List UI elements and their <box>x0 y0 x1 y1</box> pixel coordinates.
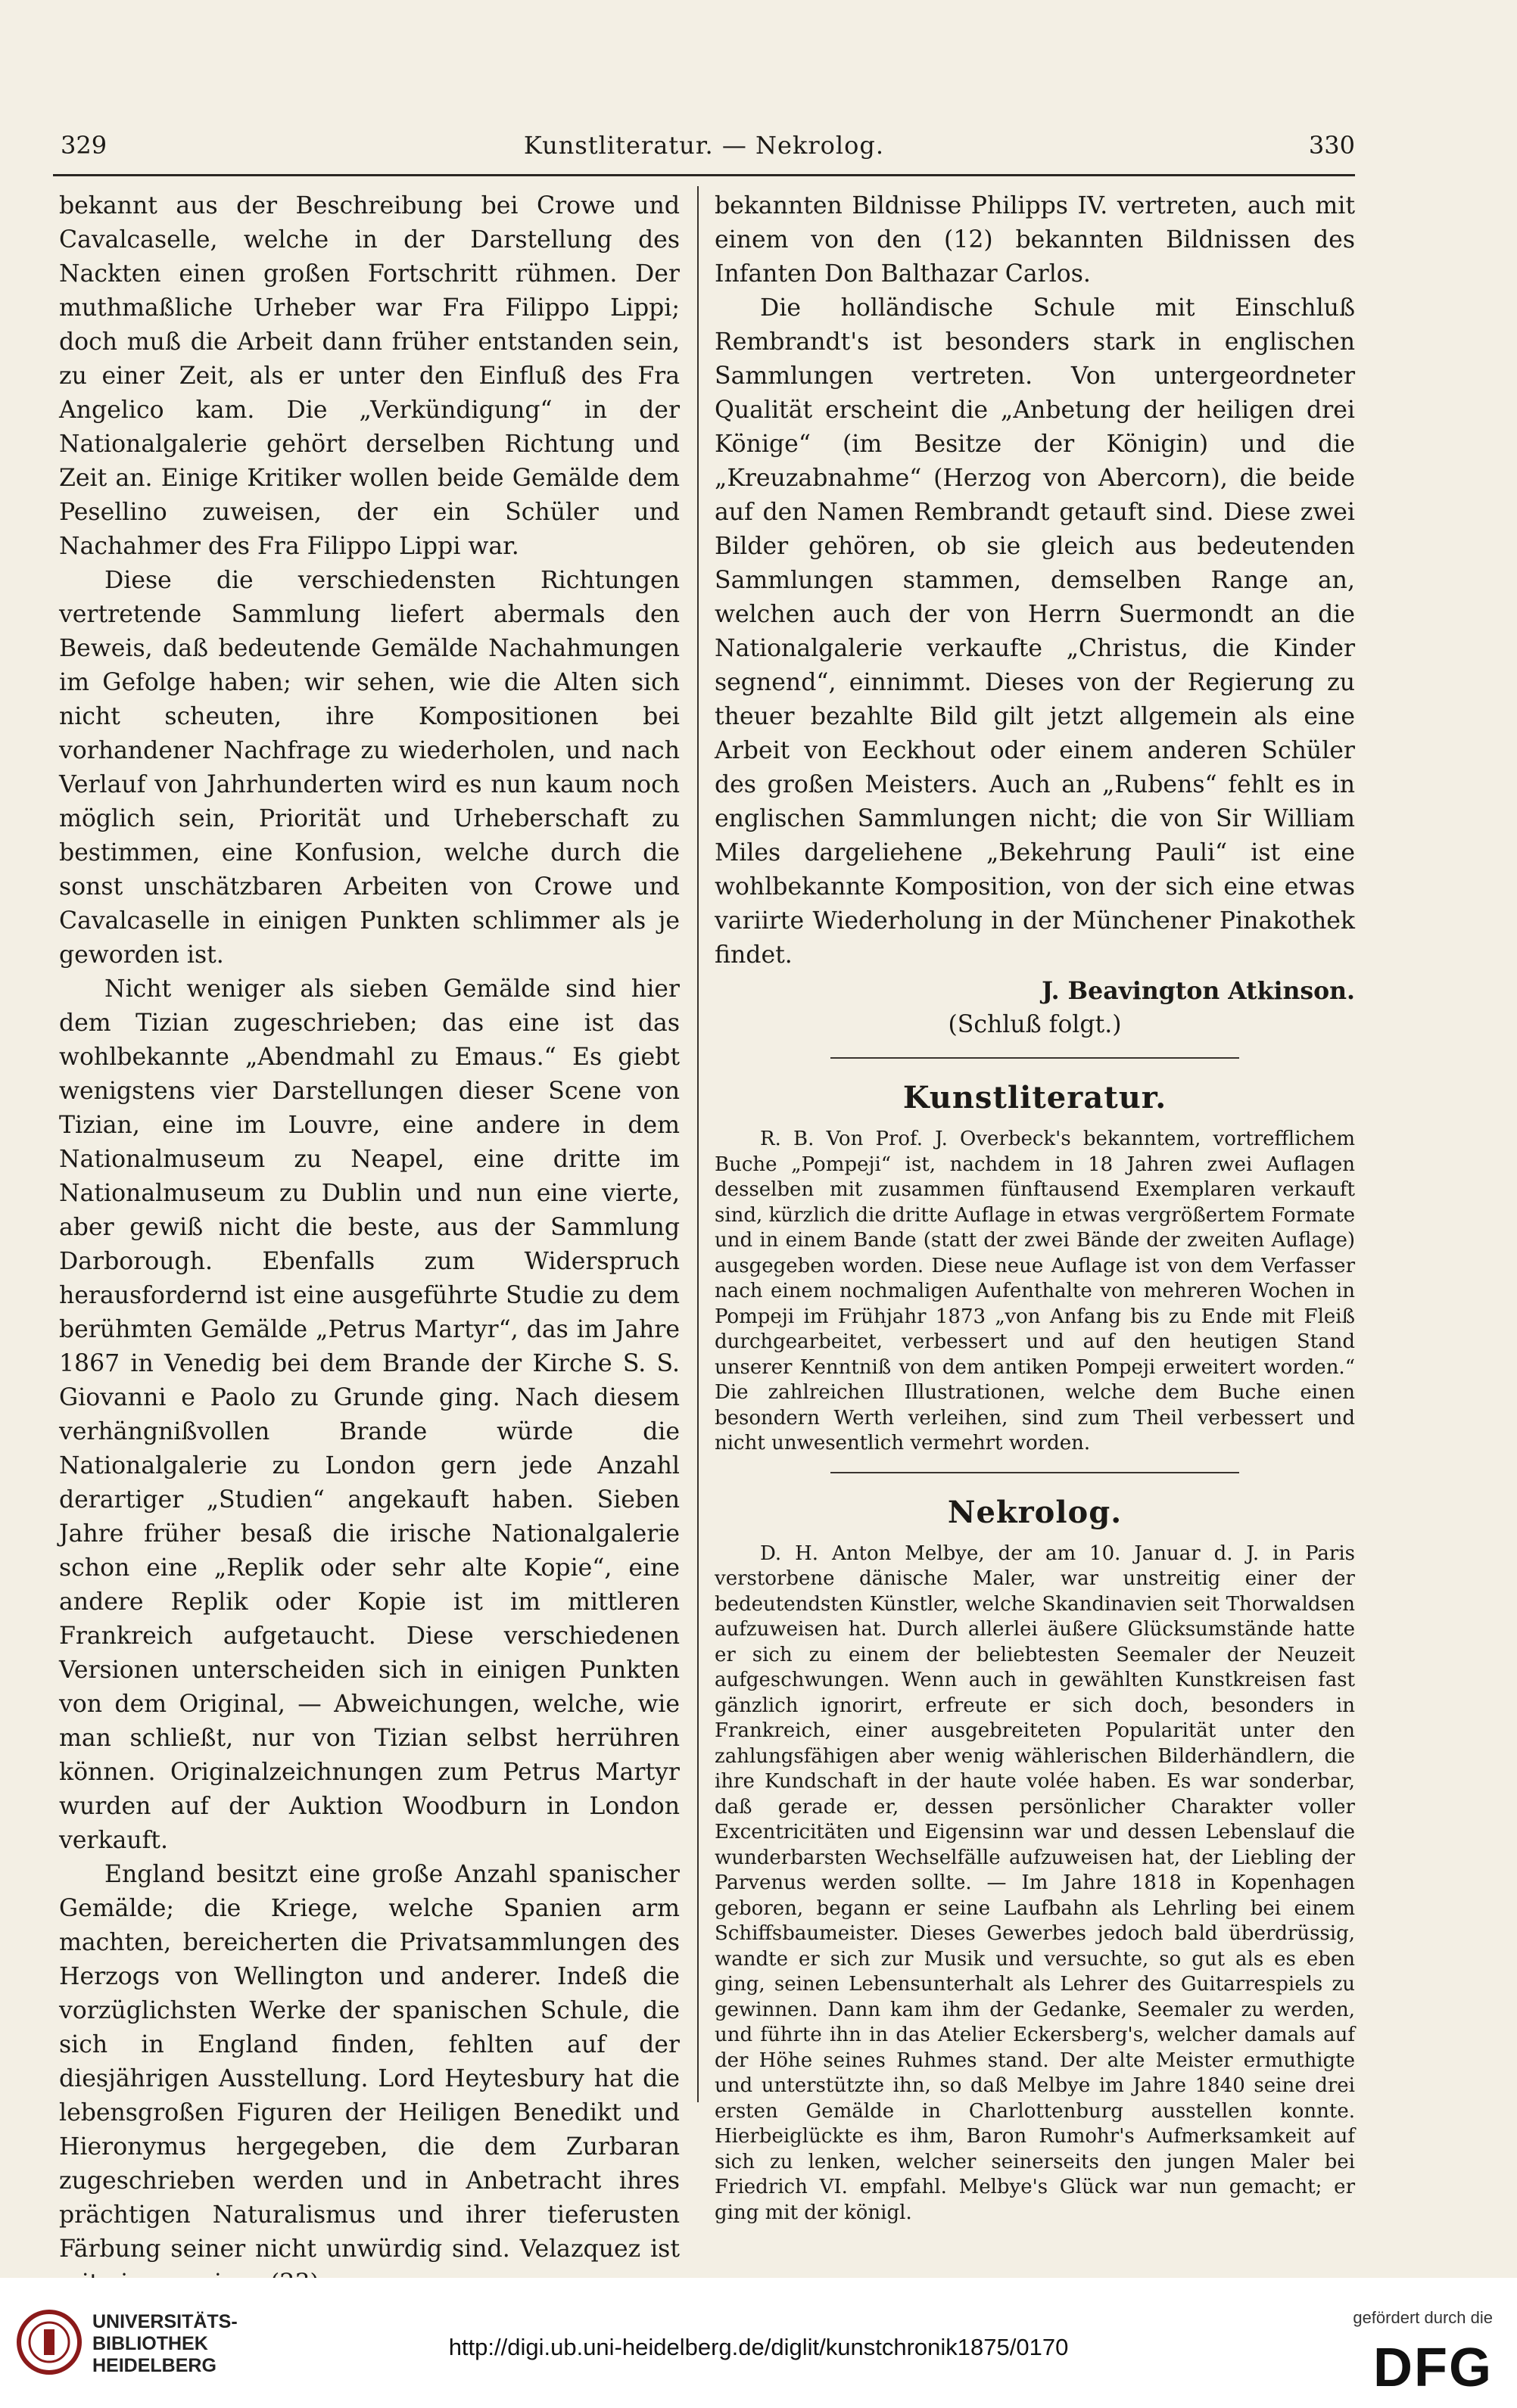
source-url-link[interactable]: http://digi.ub.uni-heidelberg.de/diglit/kunstchronik1875/0170 <box>448 2334 1069 2360</box>
page-number-left: 329 <box>61 131 107 160</box>
section-rule <box>830 1057 1239 1059</box>
header-rule <box>53 174 1355 176</box>
column-divider <box>697 186 699 2102</box>
dfg-logo: DFG <box>1373 2338 1493 2398</box>
page-header <box>53 125 1355 170</box>
section-title-nekrolog: Nekrolog. <box>947 1494 1123 1530</box>
nekrolog-text: D. H. Anton Melbye, der am 10. Januar d. J. in Paris verstorbene dänische Maler, war unstreitig einer der bedeutendsten Künstler, welche Skandinavien seit Thorwaldsen aufzuweisen hat. Durch allerlei äußere Glücksumstände hatte er sich zu einem der beliebtesten Seemaler der Neuzeit aufgeschwungen. Wenn auch in gewählten Kunstkreisen fast gänzlich ignorirt, erfreute er sich doch, besonders in Frankreich, einer ausgebreiteten Popularität unter den zahlungsfähigen aber wenig wählerischen Bilderhändlern, die ihre Kundschaft in der haute volée haben. Es war sonderbar, daß gerade er, dessen persönlicher Charakter voller Excentricitäten und Eigensinn war und dessen Lebenslauf die wunderbarsten Wechselfälle aufzuweisen hat, der Liebling der Parvenus werden sollte. — Im Jahre 1818 in Kopenhagen geboren, begann er seine Laufbahn als Lehrling bei einem Schiffsbaumeister. Dieses Gewerbes jedoch bald überdrüssig, wandte er sich zur Musik und versuchte, so gut als es eben ging, seinen Lebensunterhalt als Lehrer des Guitarrespiels zu gewinnen. Dann kam ihm der Gedanke, Seemaler zu werden, und führte ihn in das Atelier Eckersberg's, welcher damals auf der Höhe seines Ruhmes stand. Der alte Meister ermuthigte und unterstützte ihn, so daß Melbye im Jahre 1840 seine drei ersten Gemälde in Charlottenburg ausstellen konnte. Hierbeiglückte es ihm, Baron Rumohr's Aufmerksamkeit auf sich zu lenken, welcher seinerseits den jungen Maler bei Friedrich VI. empfahl. Melbye's Glück war nun gemacht; er ging mit der königl. <box>715 1542 1355 2224</box>
left-paragraph-4: England besitzt eine große Anzahl spanischer Gemälde; die Kriege, welche Spanien arm machten, bereicherten die Privatsammlungen des Herzogs von Wellington und anderer. Indeß die vorzüglichsten Werke der spanischen Schule, die sich in England finden, fehlten auf der diesjährigen Ausstellung. Lord Heytesbury hat die lebensgroßen Figuren der Heiligen Benedikt und Hieronymus hergegeben, die dem Zurbaran zugeschrieben werden und in Anbetracht ihres prächtigen Naturalismus und ihrer tieferusten Färbung seiner nicht unwürdig sind. Velazquez ist <box>59 1861 680 2263</box>
right-column <box>715 189 1355 2226</box>
digitization-footer <box>0 2278 1517 2408</box>
section-rule <box>830 1472 1239 1473</box>
institution-name: UNIVERSITÄTS- BIBLIOTHEK HEIDELBERG <box>92 2311 238 2376</box>
page-number-right: 330 <box>1308 131 1355 160</box>
author-signature: J. Beavington Atkinson. <box>1042 977 1355 1005</box>
kunstliteratur-text: R. B. Von Prof. J. Overbeck's bekanntem, vortrefflichem Buche „Pompeji“ ist, nachdem in 18 Jahren zwei Auflagen desselben mit zusammen fünftausend Exemplaren verkauft sind, kürzlich die dritte Auflage in etwas vergrößertem Formate und in einem Bande (statt der zwei Bände der zweiten Auflage) ausgegeben worden. Diese neue Auflage ist von dem Verfasser nach einem nochmaligen Aufenthalte von mehreren Wochen in Pompeji im Frühjahr 1873 „von Anfang bis zu Ende mit Fleiß durchgearbeitet, verbessert und auf den heutigen Stand unserer Kenntniß von dem antiken Pompeji erweitert worden.“ Die zahlreichen Illustrationen, welche dem Buche einen besondern Werth verleihen, sind zum Theil verbessert und nicht unwesentlich vermehrt worden. <box>715 1128 1355 1454</box>
left-paragraph-3: Nicht weniger als sieben Gemälde sind hier dem Tizian zugeschrieben; das eine ist das wohlbekannte „Abendmahl zu Emaus.“ Es giebt wenigstens vier Darstellungen dieser Scene von Tizian, eine im Louvre, eine andere in dem Nationalmuseum zu Neapel, eine dritte im Nationalmuseum zu Dublin und nun eine vierte, aber gewiß nicht die beste, aus der Sammlung Darborough. Ebenfalls zum Widerspruch herausfordernd ist eine ausgeführte Studie zu dem berühmten Gemälde „Petrus Martyr“, das im Jahre 1867 in Venedig bei dem Brande der Kirche S. S. Giovanni e Paolo zu Grunde ging. Nach diesem verhängnißvollen Brande würde die Nationalgalerie zu London gern jede Anzahl derartiger „Studien“ angekauft haben. Sieben Jahre früher besaß die irische Nationalgalerie schon eine „Replik oder sehr alte Kopie“, eine andere Replik oder Kopie ist im mittleren Frankreich aufgetaucht. Diese verschiedenen Versionen unterscheiden sich in einigen Punkten von dem Original, — Abweichungen, welche, wie man schließt, nur von Tizian selbst herrühren können. Originalzeichnungen zum Petrus Martyr wurden auf der Auktion Woodburn in London verkauft. <box>59 975 680 1854</box>
left-paragraph-1: bekannt aus der Beschreibung bei Crowe und Cavalcaselle, welche in der Darstellung des Nackten einen großen Fortschritt rühmen. Der muthmaßliche Urheber war Fra Filippo Lippi; doch muß die Arbeit dann früher entstanden sein, zu einer Zeit, als er unter den Einfluß des Fra Angelico kam. Die „Verkündigung“ in der Nationalgalerie gehört derselben Richtung und Zeit an. Einige Kritiker wollen beide Gemälde dem Pesellino zuweisen, der ein Schüler und Nachahmer des Fra Filippo Lippi war. <box>59 192 680 560</box>
left-paragraph-2: Diese die verschiedensten Richtungen vertretende Sammlung liefert abermals den Beweis, daß bedeutende Gemälde Nachahmungen im Gefolge haben; wir sehen, wie die Alten sich nicht scheuten, ihre Kompositionen bei vorhandener Nachfrage zu wiederholen, und nach Verlauf von Jahrhunderten wird es nun kaum noch möglich sein, Priorität und Urheberschaft zu bestimmen, eine Konfusion, welche durch die sonst unschätzbaren Arbeiten von Crowe und Cavalcaselle in einigen Punkten schlimmer als je geworden ist. <box>59 567 680 969</box>
left-column <box>59 189 680 2301</box>
continuation-note: (Schluß folgt.) <box>948 1011 1122 1038</box>
right-paragraph-2: Die holländische Schule mit Einschluß Rembrandt's ist besonders stark in englischen Sammlungen vertreten. Von untergeordneter Qualität erscheint die „Anbetung der heiligen drei Könige“ (im Besitze der Königin) und die „Kreuzabnahme“ (Herzog von Abercorn), die beide auf den Namen Rembrandt getauft sind. Diese zwei Bilder gehören, ob sie gleich aus bedeutenden Sammlungen stammen, demselben Range an, welchen auch der von Herrn Suermondt an die Nationalgalerie verkaufte „Christus, die Kinder segnend“, einnimmt. Dieses von der Regierung zu theuer bezahlte Bild gilt jetzt allgemein als eine Arbeit von Eeckhout oder einem anderen Schüler des großen Meisters. Auch an „Rubens“ fehlt es in englischen Sammlungen nicht; die von Sir William Miles dargeliehene „Bekehrung Pauli“ ist eine wohlbekannte Komposition, von der sich eine etwas variirte Wiederholung in der Münchener Pinakothek findet. <box>715 294 1355 969</box>
right-paragraph-1: bekannten Bildnisse Philipps IV. vertreten, auch mit einem von den (12) bekannten Bildnissen des Infanten Don Balthazar Carlos. <box>715 192 1355 288</box>
running-head: Kunstliteratur. — Nekrolog. <box>523 131 885 160</box>
sponsor-text: gefördert durch die <box>1353 2308 1493 2327</box>
section-title-kunstliteratur: Kunstliteratur. <box>902 1080 1167 1115</box>
